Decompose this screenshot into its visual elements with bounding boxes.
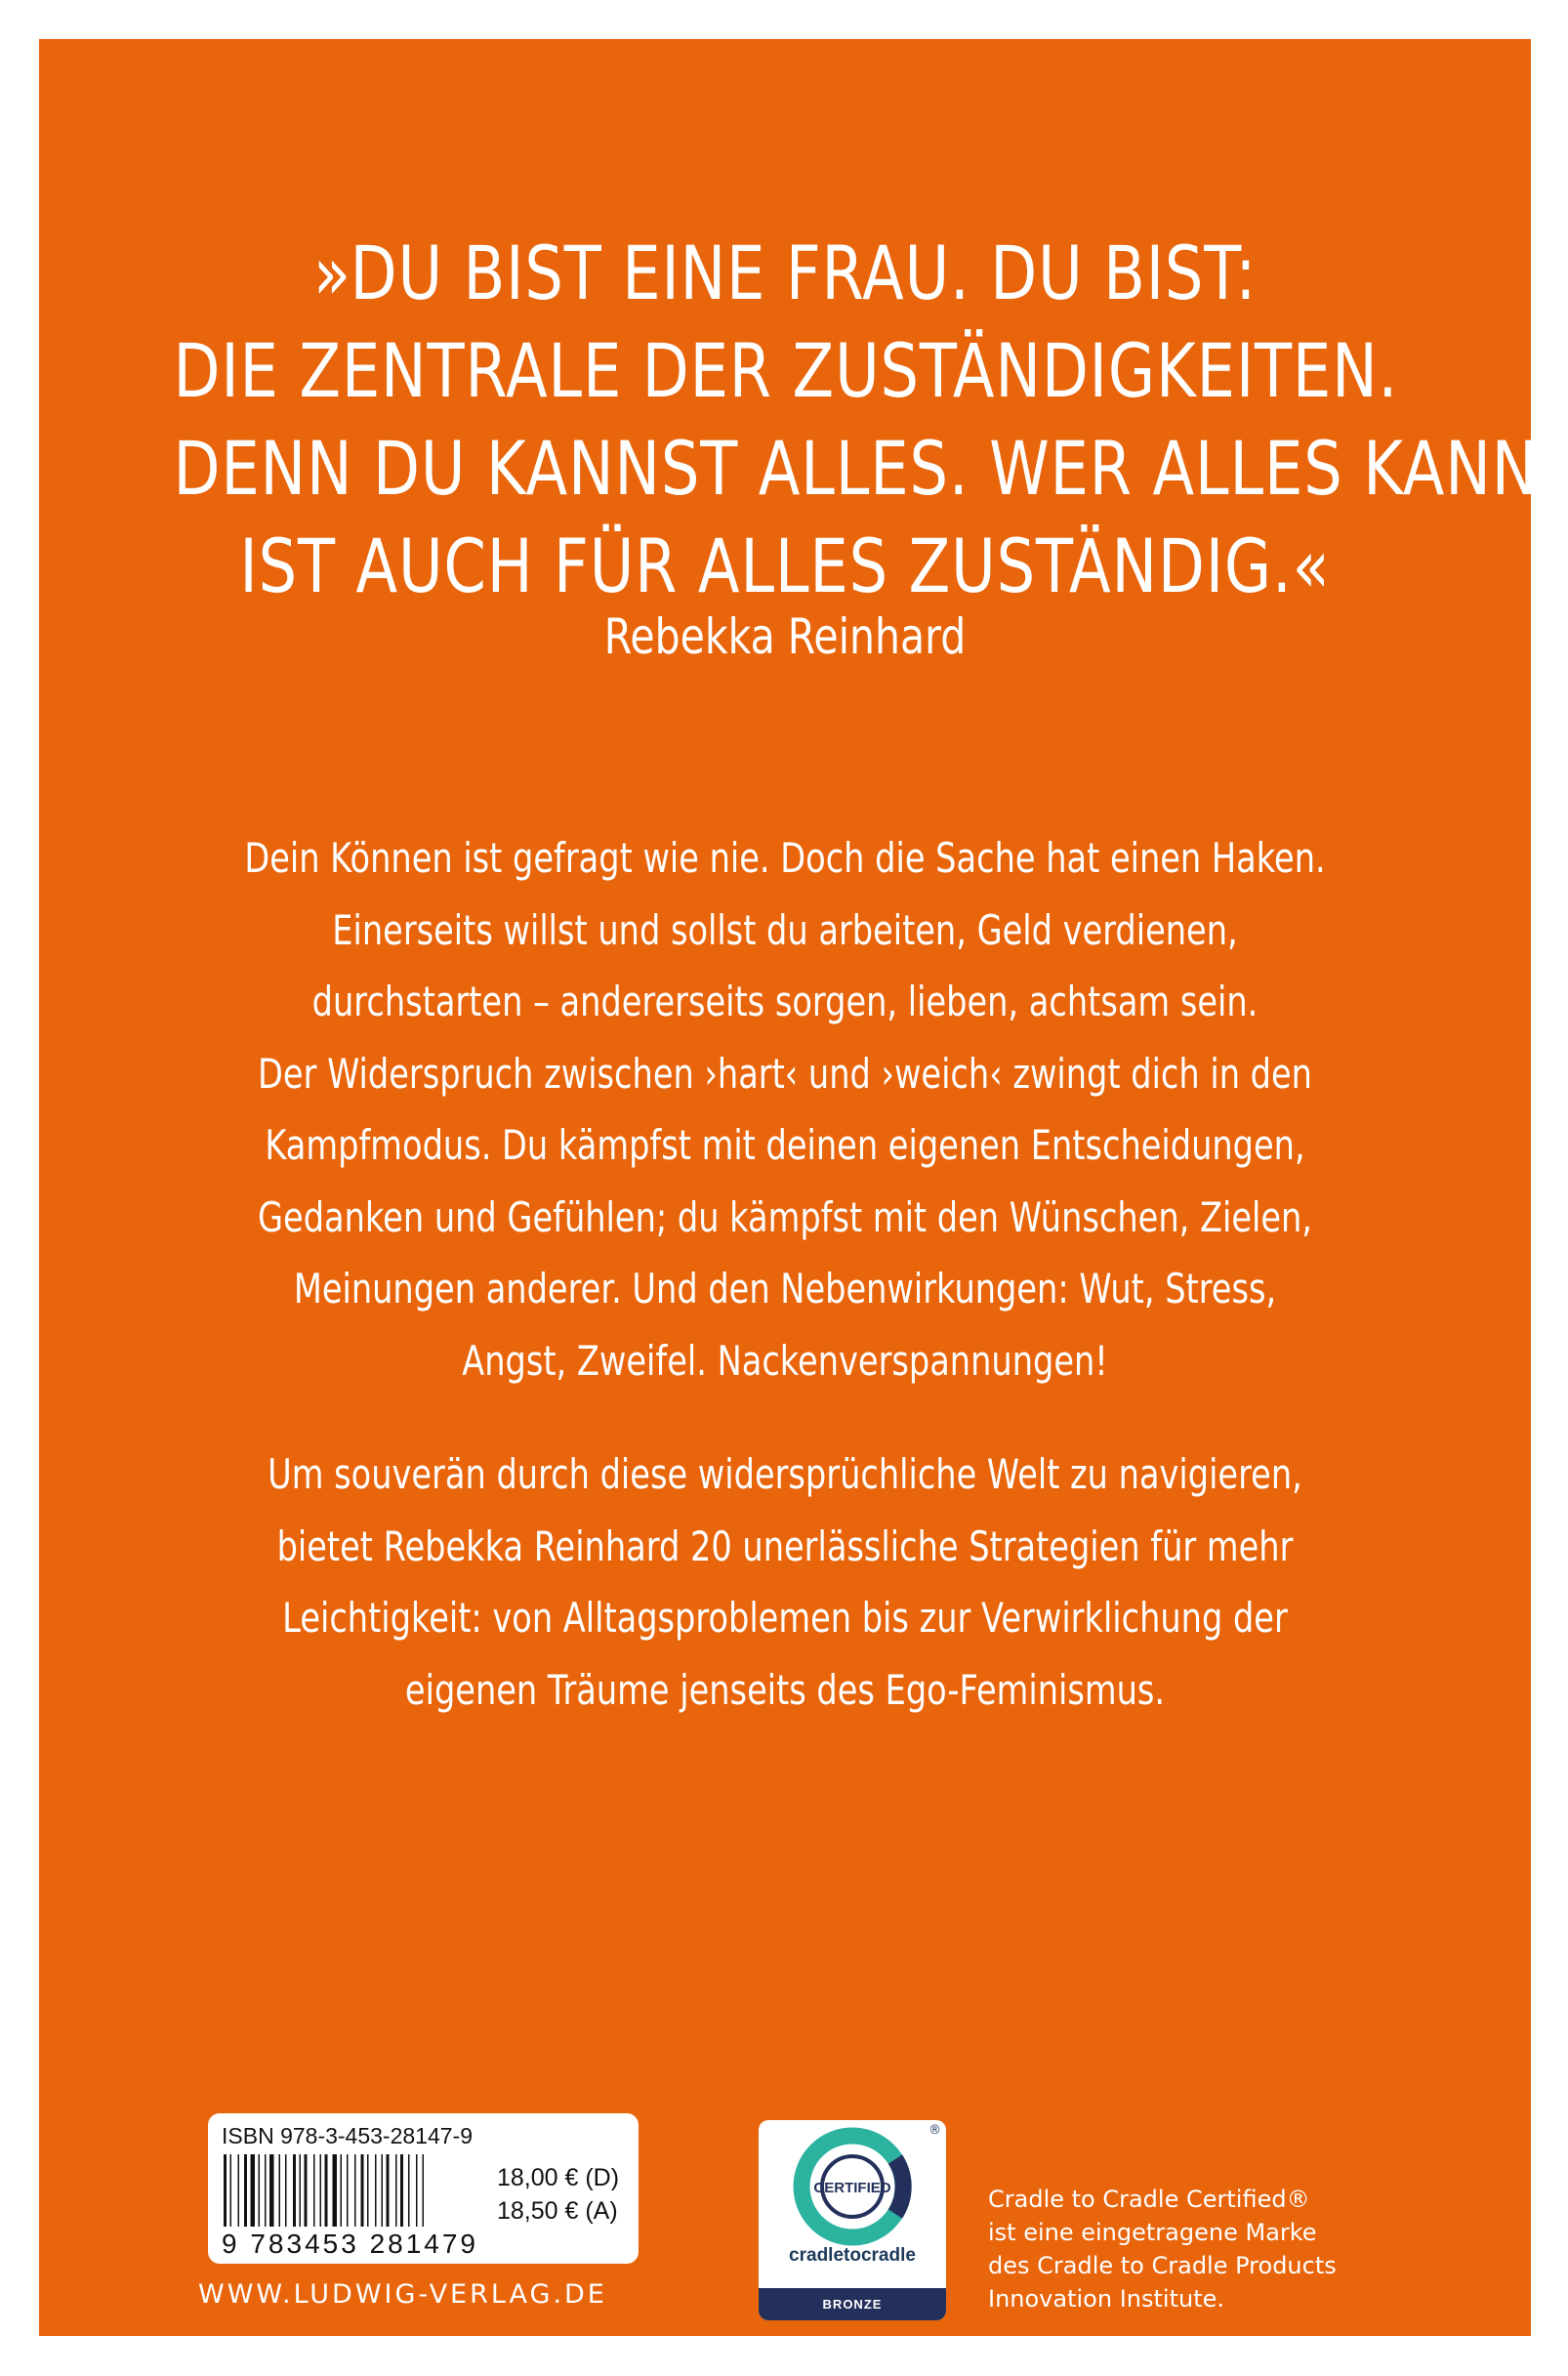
barcode-bar: [354, 2154, 356, 2227]
barcode-digits: 9 783453 281479: [222, 2229, 478, 2259]
quote-line: IST AUCH FÜR ALLES ZUSTÄNDIG.«: [239, 522, 1331, 609]
barcode-bar: [259, 2154, 261, 2227]
blurb-line: bietet Rebekka Reinhard 20 unerlässliche Strategien für mehr: [276, 1521, 1294, 1570]
isbn-number: ISBN 978-3-453-28147-9: [222, 2123, 473, 2148]
barcode-bar: [269, 2154, 274, 2227]
c2c-logo-icon: [759, 2120, 946, 2247]
barcode-bar: [400, 2154, 403, 2227]
blurb-line: Dein Können ist gefragt wie nie. Doch die Sache hat einen Haken.: [244, 834, 1326, 882]
registered-mark: ®: [928, 2123, 941, 2138]
barcode-bar: [416, 2154, 418, 2227]
blurb-line: durchstarten – andererseits sorgen, lieben, achtsam sein.: [311, 978, 1259, 1025]
barcode-bar: [423, 2154, 425, 2227]
barcode-bar: [244, 2154, 247, 2227]
quote-author: Rebekka Reinhard: [603, 608, 967, 665]
certification-note: [988, 2183, 1337, 2315]
barcode-bar: [279, 2154, 281, 2227]
note-line: Cradle to Cradle Certified®: [988, 2186, 1310, 2213]
c2c-level: BRONZE: [759, 2288, 946, 2320]
quote: [173, 225, 1558, 615]
blurb-line: Meinungen anderer. Und den Nebenwirkungen: Wut, Stress,: [293, 1265, 1277, 1313]
barcode-bar: [265, 2154, 267, 2227]
barcode-bar: [238, 2154, 240, 2227]
quote-line: »DU BIST EINE FRAU. DU BIST:: [312, 229, 1258, 316]
cradle-to-cradle-badge: [759, 2120, 946, 2320]
barcode-bar: [395, 2154, 397, 2227]
price-austria: 18,50 € (A): [497, 2197, 618, 2225]
barcode-bar: [341, 2154, 343, 2227]
quote-line: DIE ZENTRALE DER ZUSTÄNDIGKEITEN.: [173, 327, 1399, 414]
barcode-bar: [224, 2154, 227, 2227]
blurb-line: Kampfmodus. Du kämpfst mit deinen eigenen Entscheidungen,: [265, 1121, 1305, 1169]
barcode-bar: [382, 2154, 384, 2227]
note-line: Innovation Institute.: [988, 2285, 1224, 2313]
barcode-bar: [375, 2154, 377, 2227]
note-line: ist eine eingetragene Marke: [988, 2219, 1317, 2246]
blurb-paragraph-1: [188, 822, 1382, 1396]
barcode-bar: [285, 2154, 287, 2227]
c2c-brand-label: cradletocradle: [789, 2245, 916, 2266]
barcode-bar: [305, 2154, 308, 2227]
barcode-bar: [408, 2154, 410, 2227]
blurb-line: Einerseits willst und sollst du arbeiten, Geld verdienen,: [332, 905, 1238, 954]
blurb-line: Gedanken und Gefühlen; du kämpfst mit den Wünschen, Zielen,: [258, 1192, 1312, 1241]
barcode-bar: [230, 2154, 232, 2227]
barcode-image: [222, 2154, 485, 2227]
barcode-bar: [367, 2154, 369, 2227]
isbn-barcode-box: [208, 2113, 639, 2264]
barcode-bar: [313, 2154, 315, 2227]
barcode-bar: [361, 2154, 364, 2227]
blurb-paragraph-2: [188, 1438, 1382, 1726]
publisher-website: WWW.LUDWIG-VERLAG.DE: [198, 2279, 607, 2310]
book-back-cover: [39, 39, 1558, 2336]
blurb-line: Um souverän durch diese widersprüchliche Welt zu navigieren,: [268, 1450, 1302, 1498]
barcode-bar: [333, 2154, 338, 2227]
note-line: des Cradle to Cradle Products: [988, 2252, 1337, 2279]
barcode-bar: [347, 2154, 349, 2227]
blurb-line: Angst, Zweifel. Nackenverspannungen!: [462, 1336, 1108, 1385]
blurb-line: Der Widerspruch zwischen ›hart‹ und ›weich‹ zwingt dich in den: [258, 1049, 1312, 1098]
quote-line: DENN DU KANNST ALLES. WER ALLES KANN,: [173, 425, 1558, 512]
barcode-bar: [325, 2154, 328, 2227]
barcode-bar: [293, 2154, 296, 2227]
barcode-bar: [320, 2154, 322, 2227]
blurb-line: Leichtigkeit: von Alltagsproblemen bis zur Verwirklichung der: [282, 1594, 1288, 1642]
price-germany: 18,00 € (D): [497, 2164, 620, 2191]
barcode-bar: [387, 2154, 390, 2227]
blurb-line: eigenen Träume jenseits des Ego-Feminismus.: [404, 1665, 1166, 1714]
barcode-bar: [300, 2154, 302, 2227]
barcode-bar: [251, 2154, 256, 2227]
c2c-certified-text: CERTIFIED: [813, 2180, 891, 2196]
